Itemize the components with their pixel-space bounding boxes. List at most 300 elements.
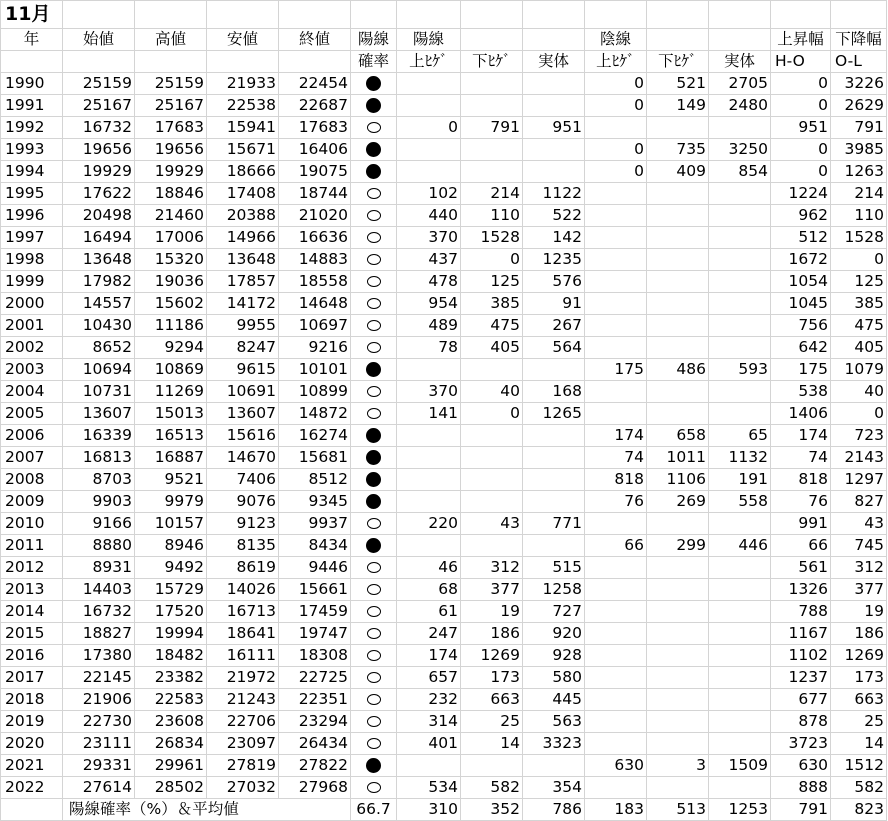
average-value: 791 (771, 799, 831, 821)
white-circle-icon (367, 694, 381, 705)
value-cell: 446 (709, 535, 771, 557)
value-cell: 247 (397, 623, 461, 645)
value-cell: 16713 (207, 601, 279, 623)
value-cell (647, 315, 709, 337)
table-row (1, 249, 887, 271)
value-cell: 21972 (207, 667, 279, 689)
value-cell: 21933 (207, 73, 279, 95)
value-cell: 9076 (207, 491, 279, 513)
value-cell: 9492 (135, 557, 207, 579)
value-cell (523, 425, 585, 447)
value-cell (585, 579, 647, 601)
value-cell: 18744 (279, 183, 351, 205)
table-row (1, 755, 887, 777)
value-cell: 3226 (831, 73, 887, 95)
value-cell: 563 (523, 711, 585, 733)
table-row (1, 425, 887, 447)
value-cell: 29961 (135, 755, 207, 777)
white-circle-icon (367, 716, 381, 727)
value-cell: 22145 (63, 667, 135, 689)
value-cell: 727 (523, 601, 585, 623)
value-cell: 21460 (135, 205, 207, 227)
value-cell: 175 (585, 359, 647, 381)
value-cell (647, 293, 709, 315)
candle-cell (351, 227, 397, 249)
value-cell: 515 (523, 557, 585, 579)
value-cell: 1011 (647, 447, 709, 469)
table-row (1, 623, 887, 645)
value-cell: 18827 (63, 623, 135, 645)
value-cell: 0 (585, 95, 647, 117)
value-cell: 10697 (279, 315, 351, 337)
candle-cell (351, 689, 397, 711)
value-cell (523, 161, 585, 183)
value-cell: 15661 (279, 579, 351, 601)
value-cell (585, 227, 647, 249)
candle-cell (351, 513, 397, 535)
column-header: 始値 (63, 29, 135, 51)
value-cell: 1224 (771, 183, 831, 205)
candle-cell (351, 579, 397, 601)
value-cell: 27032 (207, 777, 279, 799)
value-cell: 8931 (63, 557, 135, 579)
value-cell: 149 (647, 95, 709, 117)
value-cell: 8619 (207, 557, 279, 579)
white-circle-icon (367, 320, 381, 331)
value-cell: 25167 (63, 95, 135, 117)
value-cell: 1102 (771, 645, 831, 667)
value-cell (397, 73, 461, 95)
value-cell: 10430 (63, 315, 135, 337)
value-cell (709, 315, 771, 337)
value-cell: 951 (523, 117, 585, 139)
sheet-title: 11月 (1, 1, 63, 29)
value-cell: 22730 (63, 711, 135, 733)
year-cell: 2012 (1, 557, 63, 579)
value-cell: 10731 (63, 381, 135, 403)
value-cell: 19929 (63, 161, 135, 183)
value-cell: 8703 (63, 469, 135, 491)
value-cell: 512 (771, 227, 831, 249)
black-circle-icon (366, 472, 381, 487)
value-cell: 401 (397, 733, 461, 755)
value-cell: 19994 (135, 623, 207, 645)
value-cell: 14557 (63, 293, 135, 315)
value-cell: 951 (771, 117, 831, 139)
value-cell: 354 (523, 777, 585, 799)
value-cell: 0 (771, 139, 831, 161)
value-cell: 27822 (279, 755, 351, 777)
value-cell (647, 271, 709, 293)
table-row (1, 337, 887, 359)
column-header (63, 51, 135, 73)
value-cell (461, 95, 523, 117)
value-cell: 8880 (63, 535, 135, 557)
value-cell: 25 (461, 711, 523, 733)
candle-cell (351, 161, 397, 183)
value-cell: 3 (647, 755, 709, 777)
value-cell: 475 (831, 315, 887, 337)
table-row (1, 601, 887, 623)
year-cell: 1994 (1, 161, 63, 183)
value-cell (585, 271, 647, 293)
value-cell: 23608 (135, 711, 207, 733)
year-cell: 2007 (1, 447, 63, 469)
value-cell: 214 (461, 183, 523, 205)
value-cell (585, 183, 647, 205)
table-row (1, 205, 887, 227)
value-cell: 14 (461, 733, 523, 755)
white-circle-icon (367, 122, 381, 133)
table-row (1, 227, 887, 249)
value-cell (709, 667, 771, 689)
value-cell: 521 (647, 73, 709, 95)
value-cell (647, 667, 709, 689)
white-circle-icon (367, 738, 381, 749)
value-cell: 19656 (135, 139, 207, 161)
value-cell (647, 403, 709, 425)
value-cell: 40 (461, 381, 523, 403)
value-cell: 9903 (63, 491, 135, 513)
average-value: 1253 (709, 799, 771, 821)
value-cell (585, 689, 647, 711)
value-cell: 0 (771, 95, 831, 117)
year-cell: 1997 (1, 227, 63, 249)
black-circle-icon (366, 450, 381, 465)
table-row (1, 513, 887, 535)
value-cell: 14403 (63, 579, 135, 601)
year-cell: 1993 (1, 139, 63, 161)
value-cell: 46 (397, 557, 461, 579)
value-cell: 21243 (207, 689, 279, 711)
value-cell: 1054 (771, 271, 831, 293)
white-circle-icon (367, 232, 381, 243)
value-cell: 91 (523, 293, 585, 315)
value-cell (709, 293, 771, 315)
value-cell: 8652 (63, 337, 135, 359)
value-cell: 25159 (63, 73, 135, 95)
value-cell: 74 (771, 447, 831, 469)
value-cell: 0 (831, 249, 887, 271)
value-cell: 173 (461, 667, 523, 689)
value-cell (647, 733, 709, 755)
white-circle-icon (367, 628, 381, 639)
year-cell: 2020 (1, 733, 63, 755)
value-cell: 377 (831, 579, 887, 601)
year-cell: 1999 (1, 271, 63, 293)
candle-cell (351, 601, 397, 623)
column-header: 実体 (523, 51, 585, 73)
value-cell: 14883 (279, 249, 351, 271)
value-cell: 26434 (279, 733, 351, 755)
value-cell (461, 425, 523, 447)
value-cell: 2629 (831, 95, 887, 117)
value-cell: 0 (585, 161, 647, 183)
column-header: 上ﾋｹﾞ (397, 51, 461, 73)
table-row (1, 689, 887, 711)
value-cell: 2480 (709, 95, 771, 117)
value-cell: 409 (647, 161, 709, 183)
value-cell: 76 (771, 491, 831, 513)
value-cell: 22583 (135, 689, 207, 711)
value-cell: 0 (831, 403, 887, 425)
candle-cell (351, 359, 397, 381)
black-circle-icon (366, 164, 381, 179)
white-circle-icon (367, 386, 381, 397)
value-cell: 314 (397, 711, 461, 733)
value-cell: 125 (831, 271, 887, 293)
value-cell: 23382 (135, 667, 207, 689)
value-cell: 2705 (709, 73, 771, 95)
year-cell: 2017 (1, 667, 63, 689)
value-cell: 25 (831, 711, 887, 733)
candle-cell (351, 293, 397, 315)
white-circle-icon (367, 188, 381, 199)
probability-value: 66.7 (351, 799, 397, 821)
candle-cell (351, 183, 397, 205)
value-cell: 17408 (207, 183, 279, 205)
value-cell (585, 403, 647, 425)
value-cell: 9123 (207, 513, 279, 535)
white-circle-icon (367, 782, 381, 793)
value-cell (523, 469, 585, 491)
value-cell: 642 (771, 337, 831, 359)
value-cell (585, 337, 647, 359)
value-cell: 9166 (63, 513, 135, 535)
value-cell (709, 711, 771, 733)
year-cell: 2009 (1, 491, 63, 513)
value-cell: 17982 (63, 271, 135, 293)
value-cell: 657 (397, 667, 461, 689)
value-cell: 27968 (279, 777, 351, 799)
white-circle-icon (367, 254, 381, 265)
column-header (279, 51, 351, 73)
value-cell: 522 (523, 205, 585, 227)
value-cell: 15671 (207, 139, 279, 161)
table-row (1, 381, 887, 403)
value-cell: 1326 (771, 579, 831, 601)
table-row (1, 117, 887, 139)
value-cell: 15602 (135, 293, 207, 315)
value-cell: 14026 (207, 579, 279, 601)
value-cell: 19 (461, 601, 523, 623)
black-circle-icon (366, 362, 381, 377)
white-circle-icon (367, 298, 381, 309)
value-cell: 186 (461, 623, 523, 645)
value-cell: 22454 (279, 73, 351, 95)
value-cell: 677 (771, 689, 831, 711)
value-cell: 630 (585, 755, 647, 777)
year-cell: 1998 (1, 249, 63, 271)
value-cell: 22538 (207, 95, 279, 117)
column-header (461, 29, 523, 51)
candle-cell (351, 271, 397, 293)
value-cell: 220 (397, 513, 461, 535)
candle-cell (351, 95, 397, 117)
value-cell (523, 359, 585, 381)
candle-cell (351, 733, 397, 755)
value-cell: 16339 (63, 425, 135, 447)
value-cell: 15616 (207, 425, 279, 447)
value-cell (585, 293, 647, 315)
value-cell: 23097 (207, 733, 279, 755)
table-row (1, 271, 887, 293)
white-circle-icon (367, 650, 381, 661)
column-header: O-L (831, 51, 887, 73)
column-header: 陰線 (585, 29, 647, 51)
value-cell: 19 (831, 601, 887, 623)
value-cell: 377 (461, 579, 523, 601)
column-header: 上昇幅 (771, 29, 831, 51)
year-cell: 2001 (1, 315, 63, 337)
value-cell: 175 (771, 359, 831, 381)
value-cell: 20498 (63, 205, 135, 227)
average-value: 183 (585, 799, 647, 821)
value-cell: 9446 (279, 557, 351, 579)
candle-cell (351, 337, 397, 359)
value-cell (461, 359, 523, 381)
table-row (1, 359, 887, 381)
value-cell: 16887 (135, 447, 207, 469)
value-cell: 13607 (207, 403, 279, 425)
value-cell: 20388 (207, 205, 279, 227)
value-cell (709, 601, 771, 623)
value-cell (709, 249, 771, 271)
value-cell (585, 513, 647, 535)
white-circle-icon (367, 408, 381, 419)
candle-cell (351, 447, 397, 469)
value-cell (709, 557, 771, 579)
column-header (647, 29, 709, 51)
white-circle-icon (367, 518, 381, 529)
value-cell: 174 (585, 425, 647, 447)
column-header: 下降幅 (831, 29, 887, 51)
average-value: 352 (461, 799, 523, 821)
value-cell (585, 623, 647, 645)
value-cell: 723 (831, 425, 887, 447)
value-cell: 558 (709, 491, 771, 513)
value-cell: 405 (831, 337, 887, 359)
table-row (1, 733, 887, 755)
value-cell: 174 (771, 425, 831, 447)
value-cell: 756 (771, 315, 831, 337)
value-cell (709, 337, 771, 359)
value-cell (461, 161, 523, 183)
value-cell: 16111 (207, 645, 279, 667)
value-cell: 27819 (207, 755, 279, 777)
footer-label: 陽線確率（%）＆平均値 (63, 799, 351, 821)
value-cell: 14966 (207, 227, 279, 249)
value-cell: 1672 (771, 249, 831, 271)
value-cell (585, 601, 647, 623)
candle-cell (351, 777, 397, 799)
value-cell: 954 (397, 293, 461, 315)
value-cell: 68 (397, 579, 461, 601)
table-body (1, 1, 887, 821)
value-cell (523, 95, 585, 117)
candle-cell (351, 315, 397, 337)
table-row (1, 491, 887, 513)
value-cell (709, 271, 771, 293)
year-cell: 1995 (1, 183, 63, 205)
year-cell: 1991 (1, 95, 63, 117)
column-header: 安値 (207, 29, 279, 51)
value-cell: 735 (647, 139, 709, 161)
value-cell: 11269 (135, 381, 207, 403)
average-value: 786 (523, 799, 585, 821)
column-header: 終値 (279, 29, 351, 51)
value-cell (585, 667, 647, 689)
value-cell: 928 (523, 645, 585, 667)
value-cell: 17006 (135, 227, 207, 249)
value-cell (461, 491, 523, 513)
column-header: 上ﾋｹﾞ (585, 51, 647, 73)
value-cell (397, 755, 461, 777)
value-cell: 9615 (207, 359, 279, 381)
value-cell: 269 (647, 491, 709, 513)
value-cell (523, 755, 585, 777)
value-cell: 791 (461, 117, 523, 139)
value-cell: 74 (585, 447, 647, 469)
column-header (523, 29, 585, 51)
value-cell: 0 (397, 117, 461, 139)
value-cell: 663 (831, 689, 887, 711)
value-cell: 3723 (771, 733, 831, 755)
value-cell (709, 403, 771, 425)
value-cell (397, 139, 461, 161)
value-cell (647, 513, 709, 535)
value-cell (585, 117, 647, 139)
value-cell: 1528 (831, 227, 887, 249)
column-header: 陽線 (351, 29, 397, 51)
value-cell: 9521 (135, 469, 207, 491)
year-cell: 2016 (1, 645, 63, 667)
value-cell: 299 (647, 535, 709, 557)
value-cell: 1406 (771, 403, 831, 425)
value-cell: 15729 (135, 579, 207, 601)
white-circle-icon (367, 342, 381, 353)
table-row (1, 579, 887, 601)
value-cell: 23294 (279, 711, 351, 733)
value-cell (397, 95, 461, 117)
candle-cell (351, 469, 397, 491)
value-cell (461, 139, 523, 161)
black-circle-icon (366, 494, 381, 509)
column-header: 年 (1, 29, 63, 51)
value-cell: 486 (647, 359, 709, 381)
value-cell (709, 645, 771, 667)
value-cell: 771 (523, 513, 585, 535)
value-cell: 13648 (63, 249, 135, 271)
value-cell: 173 (831, 667, 887, 689)
value-cell: 8434 (279, 535, 351, 557)
value-cell: 18666 (207, 161, 279, 183)
value-cell: 17857 (207, 271, 279, 293)
value-cell: 19929 (135, 161, 207, 183)
value-cell (709, 513, 771, 535)
table-row (1, 777, 887, 799)
value-cell: 17622 (63, 183, 135, 205)
value-cell: 370 (397, 227, 461, 249)
value-cell: 1106 (647, 469, 709, 491)
value-cell (523, 139, 585, 161)
value-cell (647, 623, 709, 645)
value-cell (397, 161, 461, 183)
table-row (1, 447, 887, 469)
value-cell: 1528 (461, 227, 523, 249)
value-cell: 9294 (135, 337, 207, 359)
value-cell: 17683 (279, 117, 351, 139)
